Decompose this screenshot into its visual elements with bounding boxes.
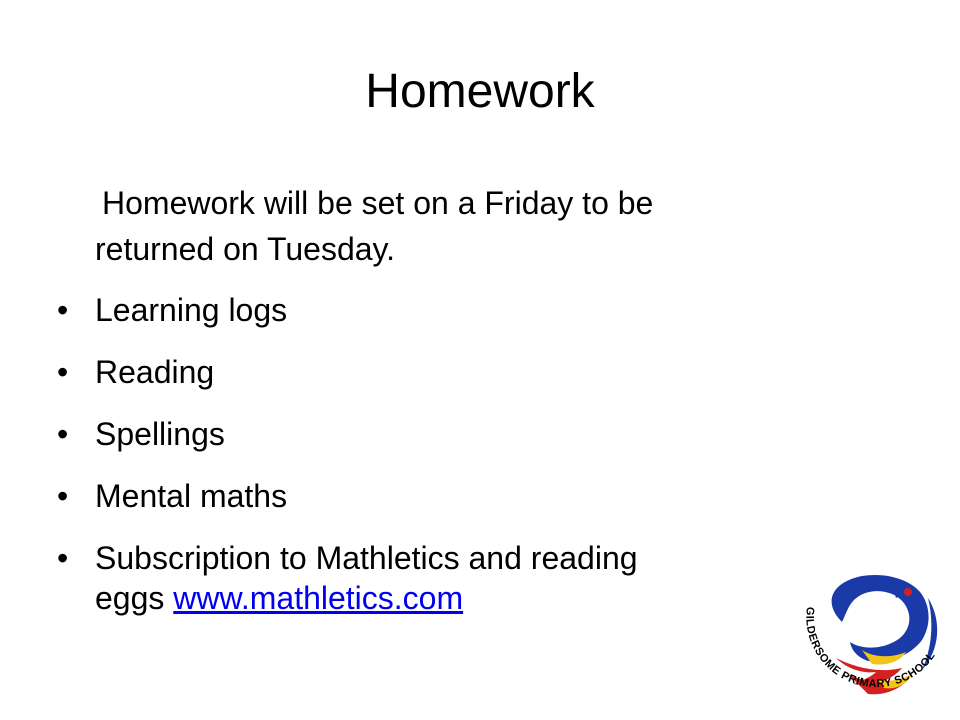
intro-line-1: Homework will be set on a Friday to be <box>102 185 654 221</box>
list-item <box>0 290 860 330</box>
bullet-text-eggs: eggs <box>95 580 174 616</box>
intro-line-2: returned on Tuesday. <box>95 231 396 267</box>
list-item <box>0 414 860 454</box>
bullet-dot: • <box>57 540 69 576</box>
bullet-dot: • <box>57 354 69 390</box>
bullet-text: Subscription to Mathletics and reading <box>95 540 638 576</box>
bullet-text: Learning logs <box>95 292 288 328</box>
bullet-text-continued <box>95 580 463 616</box>
logo-text: GILDERSOME PRIMARY SCHOOL <box>803 606 938 691</box>
list-item <box>0 476 860 516</box>
slide-title: Homework <box>365 65 595 118</box>
bullet-dot: • <box>57 416 69 452</box>
mathletics-link[interactable]: www.mathletics.com <box>173 580 464 616</box>
logo-phoenix-blue <box>832 575 929 662</box>
bullet-dot: • <box>57 478 69 514</box>
bullet-text: Reading <box>95 354 215 390</box>
bullet-text: Spellings <box>95 416 225 452</box>
list-item <box>0 538 860 618</box>
bullet-text: Mental maths <box>95 478 288 514</box>
bullet-list <box>0 290 860 640</box>
list-item <box>0 352 860 392</box>
bullet-dot: • <box>57 292 69 328</box>
school-logo <box>792 562 960 720</box>
intro-paragraph <box>95 180 855 272</box>
